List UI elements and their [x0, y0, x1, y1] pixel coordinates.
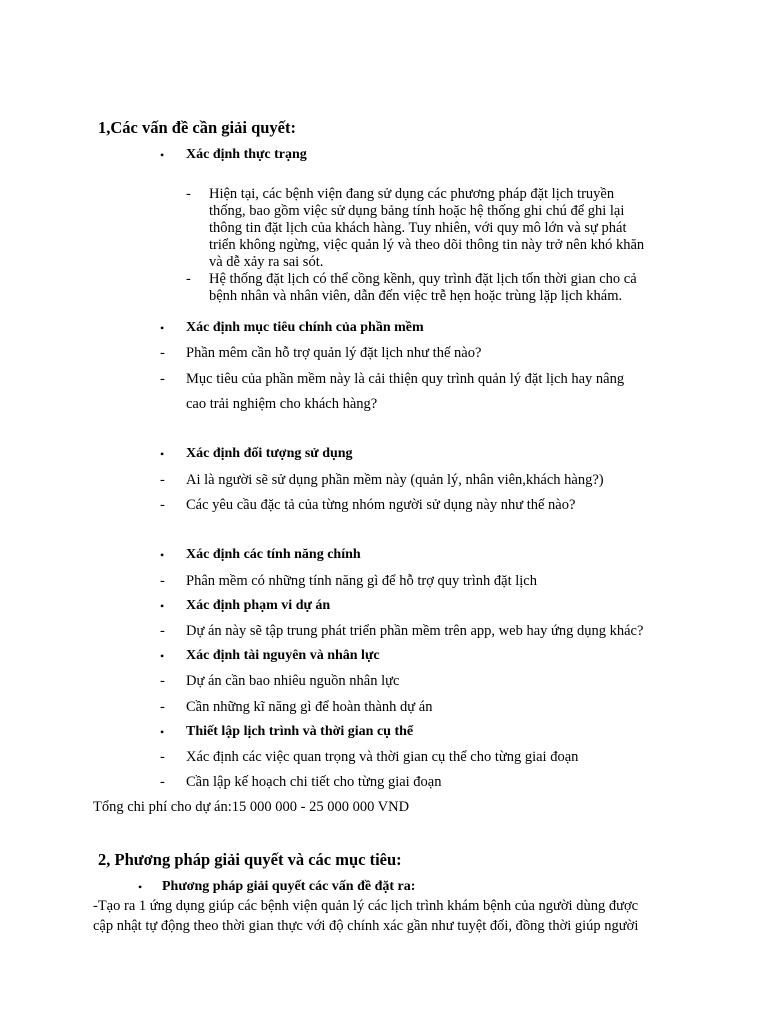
bullet: •: [160, 148, 165, 162]
dash: -: [186, 186, 191, 202]
dash: -: [160, 623, 165, 639]
total-cost: Tổng chi phí cho dự án:15 000 000 - 25 000 000 VND: [93, 799, 410, 815]
dash: -: [160, 774, 165, 790]
users-item-2: Các yêu cầu đặc tả của từng nhóm người sử dụng này như thế nào?: [186, 497, 576, 513]
users-item-1: Ai là người sẽ sử dụng phần mềm này (quản lý, nhân viên,khách hàng?): [186, 472, 604, 488]
heading-resources: Xác định tài nguyên và nhân lực: [186, 648, 380, 663]
bullet: •: [160, 725, 165, 739]
bullet: •: [138, 880, 143, 894]
dash: -: [160, 749, 165, 765]
bullet: •: [160, 599, 165, 613]
dash: -: [160, 371, 165, 387]
schedule-item-2: Cần lập kế hoạch chi tiết cho từng giai đoạn: [186, 774, 442, 790]
dash: -: [160, 573, 165, 589]
section-1-title: 1,Các vấn đề cần giải quyết:: [98, 118, 296, 137]
heading-method: Phương pháp giải quyết các vấn đề đặt ra:: [162, 879, 416, 894]
schedule-item-1: Xác định các việc quan trọng và thời gian cụ thể cho từng giai đoạn: [186, 749, 579, 765]
heading-scope: Xác định phạm vi dự án: [186, 598, 331, 613]
features-item-1: Phân mềm có những tính năng gì để hỗ trợ quy trình đặt lịch: [186, 573, 537, 589]
current-state-item-2: Hệ thống đặt lịch có thể cồng kềnh, quy trình đặt lịch tốn thời gian cho cả bệnh nhân và nhân viên, dẫn đến việc trễ hẹn hoặc trùng lặp lịch khám.: [209, 271, 637, 304]
main-goal-item-2-line-2: cao trải nghiệm cho khách hàng?: [186, 396, 378, 412]
resources-item-1: Dự án cần bao nhiêu nguồn nhân lực: [186, 673, 400, 689]
current-state-item-1: Hiện tại, các bệnh viện đang sử dụng các phương pháp đặt lịch truyền thống, bao gồm việc sử dụng bảng tính hoặc hệ thống ghi chú để ghi lại thông tin đặt lịch của khách hàng. Tuy nhiên, với quy mô lớn và sự phát triển không ngừng, việc quản lý và theo dõi thông tin này trở nên khó khăn và dễ xảy ra sai sót.: [209, 186, 645, 270]
heading-main-goal: Xác định mục tiêu chính của phần mềm: [186, 320, 424, 335]
bullet: •: [160, 548, 165, 562]
dash: -: [160, 472, 165, 488]
section-2-title: 2, Phương pháp giải quyết và các mục tiêu:: [98, 850, 402, 869]
main-goal-item-1: Phần mêm cần hỗ trợ quản lý đặt lịch như thế nào?: [186, 345, 482, 361]
heading-features: Xác định các tính năng chính: [186, 547, 361, 562]
heading-users: Xác định đối tượng sử dụng: [186, 446, 353, 461]
method-paragraph-line-2: cập nhật tự động theo thời gian thực với độ chính xác gần như tuyệt đối, đồng thời giúp người: [93, 918, 639, 934]
heading-schedule: Thiết lập lịch trình và thời gian cụ thể: [186, 724, 414, 739]
main-goal-item-2-line-1: Mục tiêu của phần mềm này là cải thiện quy trình quản lý đặt lịch hay nâng: [186, 371, 625, 387]
bullet: •: [160, 321, 165, 335]
resources-item-2: Cần những kĩ năng gì để hoàn thành dự án: [186, 699, 433, 715]
dash: -: [160, 497, 165, 513]
dash: -: [160, 699, 165, 715]
dash: -: [160, 673, 165, 689]
heading-current-state: Xác định thực trạng: [186, 147, 307, 162]
bullet: •: [160, 649, 165, 663]
method-paragraph-line-1: -Tạo ra 1 ứng dụng giúp các bệnh viện quản lý các lịch trình khám bệnh của người dùng được: [93, 898, 639, 914]
dash: -: [186, 271, 191, 287]
bullet: •: [160, 447, 165, 461]
dash: -: [160, 345, 165, 361]
scope-item-1: Dự án này sẽ tập trung phát triển phần mềm trên app, web hay ứng dụng khác?: [186, 623, 644, 639]
